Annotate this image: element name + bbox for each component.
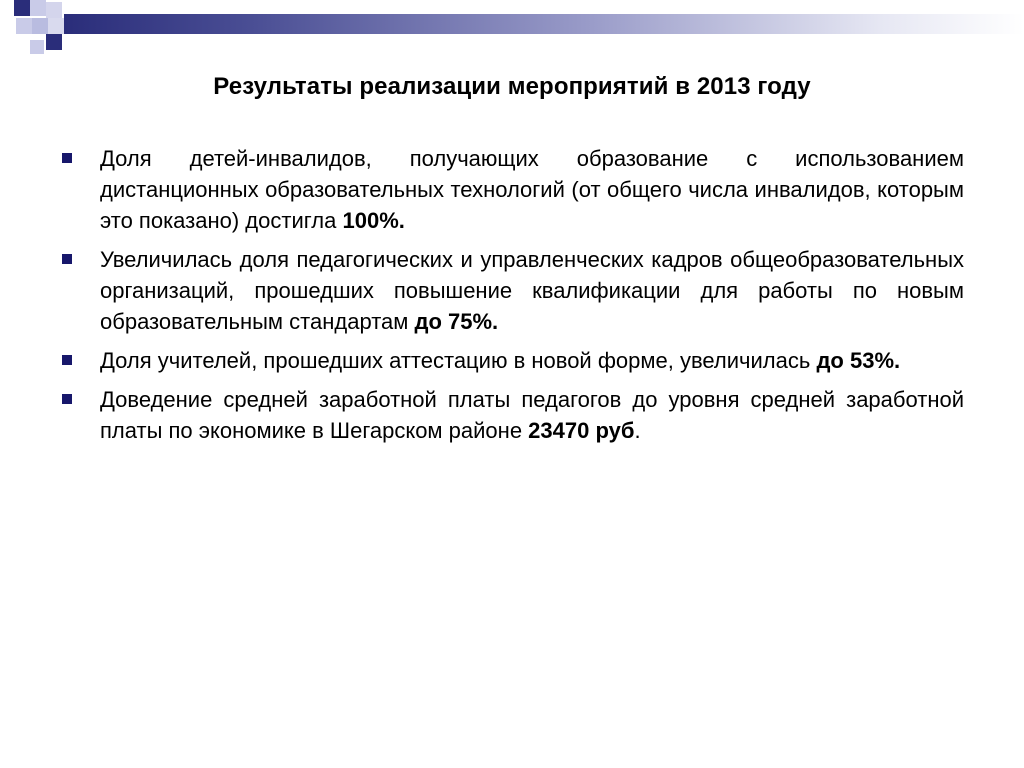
item-highlight: 100%. bbox=[342, 208, 405, 233]
square-bullet-icon bbox=[62, 153, 72, 163]
decor-square bbox=[30, 40, 44, 54]
square-bullet-icon bbox=[62, 394, 72, 404]
decor-square bbox=[30, 0, 46, 16]
list-item bbox=[58, 143, 964, 236]
item-highlight: 23470 руб bbox=[528, 418, 635, 443]
header-gradient-bar bbox=[64, 14, 1024, 34]
square-bullet-icon bbox=[62, 254, 72, 264]
item-text: Доля учителей, прошедших аттестацию в новой форме, увеличилась bbox=[100, 348, 817, 373]
square-bullet-icon bbox=[62, 355, 72, 365]
decor-square bbox=[14, 0, 30, 16]
list-item bbox=[58, 244, 964, 337]
decor-square bbox=[48, 18, 64, 34]
item-highlight: до 53%. bbox=[816, 348, 901, 373]
decor-square bbox=[46, 2, 62, 18]
list-item-text bbox=[100, 244, 964, 337]
item-text: Доля детей-инвалидов, получающих образование с использованием дистанционных образовательных технологий (от общего числа инвалидов, которым это показано) достигла bbox=[100, 146, 964, 233]
decor-square bbox=[46, 34, 62, 50]
list-item-text bbox=[100, 384, 964, 446]
list-item-text bbox=[100, 345, 964, 376]
item-tail: . bbox=[634, 418, 641, 443]
list-item bbox=[58, 345, 964, 376]
decor-square bbox=[16, 18, 32, 34]
list-item-text bbox=[100, 143, 964, 236]
list-item bbox=[58, 384, 964, 446]
item-highlight: до 75%. bbox=[414, 309, 499, 334]
item-text: Доведение средней заработной платы педагогов до уровня средней заработной платы по экономике в Шегарском районе bbox=[100, 387, 964, 443]
decor-square bbox=[32, 18, 48, 34]
item-text: Увеличилась доля педагогических и управленческих кадров общеобразовательных организаций, прошедших повышение квалификации для работы по новым образовательным стандартам bbox=[100, 247, 964, 334]
bullet-list bbox=[58, 143, 964, 454]
slide-title: Результаты реализации мероприятий в 2013 году bbox=[213, 73, 811, 100]
